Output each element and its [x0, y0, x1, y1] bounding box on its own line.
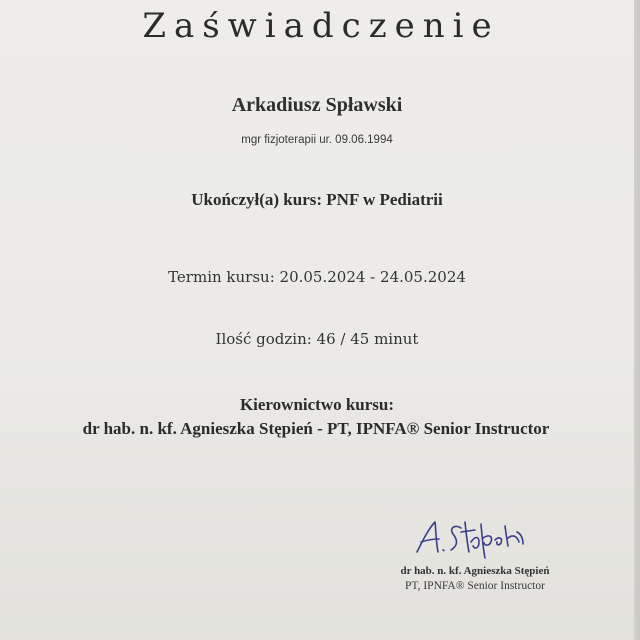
signatory-title: PT, IPNFA® Senior Instructor [405, 580, 545, 592]
course-management-label: Kierownictwo kursu: [239, 395, 395, 414]
course-line: Ukończył(a) kurs: PNF w Pediatrii [191, 190, 443, 209]
recipient-details: mgr fizjoterapii ur. 09.06.1994 [241, 134, 393, 146]
certificate-heading: Zaświadczenie [142, 6, 500, 46]
handwritten-signature [405, 512, 535, 562]
course-management-name: dr hab. n. kf. Agnieszka Stępień - PT, IPNFA® Senior Instructor [82, 419, 550, 438]
recipient-name: Arkadiusz Spławski [231, 94, 403, 116]
signatory-name: dr hab. n. kf. Agnieszka Stępień [400, 565, 550, 577]
paper-edge-shadow [634, 0, 640, 640]
course-term: Termin kursu: 20.05.2024 - 24.05.2024 [168, 268, 466, 286]
course-hours: Ilość godzin: 46 / 45 minut [215, 330, 419, 348]
